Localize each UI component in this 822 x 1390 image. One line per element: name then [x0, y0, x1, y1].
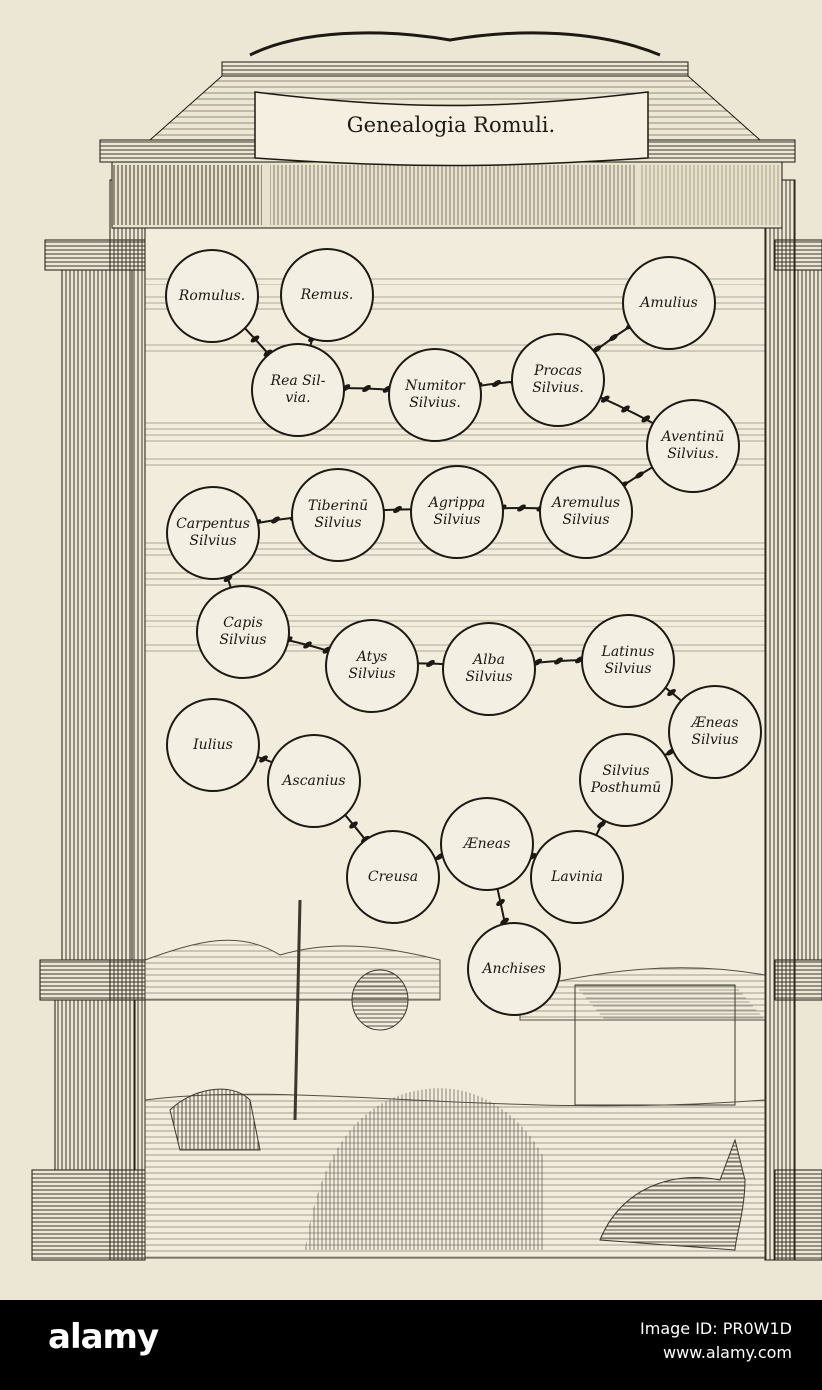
right-column — [765, 180, 822, 1260]
node-label-aremulus-silvius: Aremulus Silvius — [551, 495, 621, 528]
node-label-latinus-silvius: Latinus Silvius — [601, 644, 655, 677]
image-id-text: Image ID: PR0W1D — [640, 1319, 792, 1338]
node-label-tiberinus-silvius: Tiberinū Silvius — [307, 498, 369, 531]
watermark-info — [640, 1317, 792, 1365]
node-label-agrippa-silvius: Agrippa Silvius — [428, 495, 486, 528]
node-label-rea-silvia: Rea Sil- via. — [270, 373, 326, 406]
node-label-amulius: Amulius — [640, 294, 698, 311]
node-label-ascanius: Ascanius — [282, 772, 346, 789]
node-label-romulus: Romulus. — [178, 287, 246, 304]
node-label-lavinia: Lavinia — [551, 868, 603, 885]
node-label-aventinus-silvius: Aventinū Silvius. — [661, 429, 725, 462]
node-label-alba-silvius: Alba Silvius — [465, 652, 513, 685]
node-label-remus: Remus. — [300, 286, 354, 303]
node-label-iulius: Iulius — [193, 736, 233, 753]
site-text: www.alamy.com — [663, 1343, 792, 1362]
node-label-atys-silvius: Atys Silvius — [348, 649, 396, 682]
diagram-title: Genealogia Romuli. — [346, 113, 556, 137]
node-label-aeneas: Æneas — [463, 835, 511, 852]
node-label-numitor-silvius: Numitor Silvius. — [405, 378, 465, 411]
node-label-silvius-posthumus: Silvius Posthumū — [590, 763, 662, 796]
node-label-aeneas-silvius: Æneas Silvius — [691, 715, 739, 748]
node-label-procas-silvius: Procas Silvius. — [532, 363, 584, 396]
watermark-logo: alamy — [48, 1317, 159, 1357]
node-label-anchises: Anchises — [482, 960, 546, 977]
node-label-capis-silvius: Capis Silvius — [219, 615, 267, 648]
left-column — [32, 180, 145, 1260]
node-label-creusa: Creusa — [367, 868, 419, 885]
node-label-carpentus-silvius: Carpentus Silvius — [176, 516, 250, 549]
